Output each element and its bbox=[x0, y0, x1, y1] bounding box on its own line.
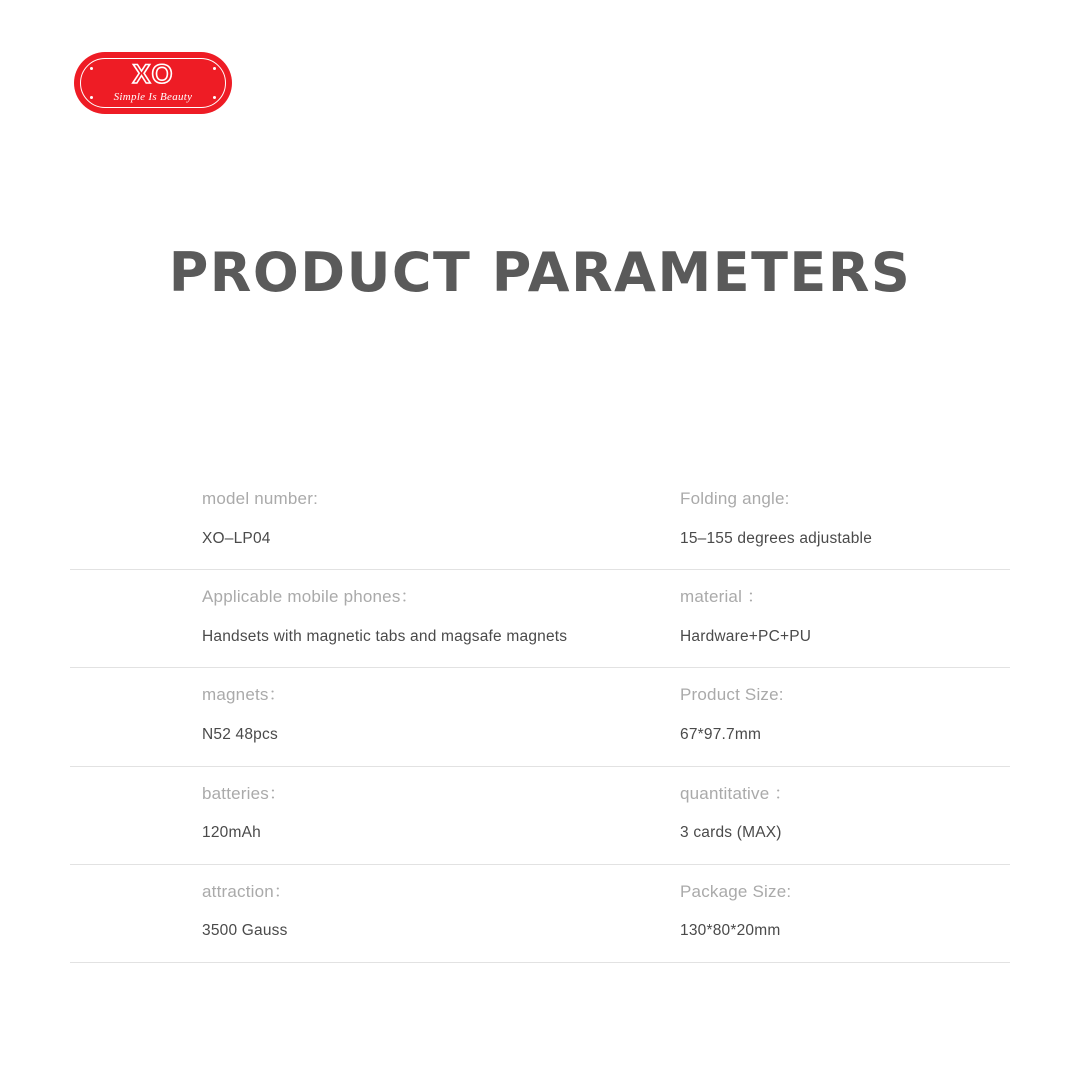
product-parameters-table bbox=[70, 470, 1010, 963]
spec-label: Applicable mobile phones： bbox=[202, 587, 418, 607]
spec-value: N52 48pcs bbox=[202, 725, 278, 743]
spec-value: Hardware+PC+PU bbox=[680, 627, 812, 645]
spec-cell-left bbox=[70, 879, 540, 942]
spec-cell-left bbox=[70, 486, 540, 549]
spec-value: 3 cards (MAX) bbox=[680, 824, 782, 842]
spec-label: batteries： bbox=[202, 783, 287, 803]
spec-label: material ： bbox=[680, 587, 765, 607]
spec-label: Package Size: bbox=[680, 881, 792, 901]
spec-value: Handsets with magnetic tabs and magsafe magnets bbox=[202, 627, 568, 645]
table-row bbox=[70, 570, 1010, 668]
spec-value: 130*80*20mm bbox=[680, 922, 781, 940]
brand-logo bbox=[74, 52, 232, 114]
spec-value: 15–155 degrees adjustable bbox=[680, 529, 873, 547]
spec-label: attraction： bbox=[202, 881, 292, 901]
spec-label: quantitative ： bbox=[680, 783, 792, 803]
spec-value: 67*97.7mm bbox=[680, 725, 762, 743]
spec-label: Folding angle: bbox=[680, 489, 790, 508]
table-row bbox=[70, 865, 1010, 963]
page-title: PRODUCT PARAMETERS bbox=[168, 241, 912, 304]
spec-label: model number: bbox=[202, 489, 318, 508]
spec-cell-right bbox=[540, 584, 1010, 647]
logo-wordmark: XO bbox=[132, 59, 174, 89]
spec-cell-right bbox=[540, 682, 1010, 745]
spec-cell-right bbox=[540, 486, 1010, 549]
logo-tagline: Simple Is Beauty bbox=[113, 91, 193, 103]
spec-value: 120mAh bbox=[202, 824, 261, 842]
spec-value: XO–LP04 bbox=[202, 529, 271, 547]
spec-label: magnets： bbox=[202, 685, 286, 705]
table-row bbox=[70, 470, 1010, 570]
spec-cell-left bbox=[70, 781, 540, 844]
spec-cell-right bbox=[540, 879, 1010, 942]
table-row bbox=[70, 767, 1010, 865]
spec-label: Product Size: bbox=[680, 685, 784, 705]
spec-cell-left bbox=[70, 682, 540, 745]
table-row bbox=[70, 668, 1010, 766]
spec-cell-right bbox=[540, 781, 1010, 844]
spec-value: 3500 Gauss bbox=[202, 922, 288, 940]
spec-cell-left bbox=[70, 584, 568, 647]
